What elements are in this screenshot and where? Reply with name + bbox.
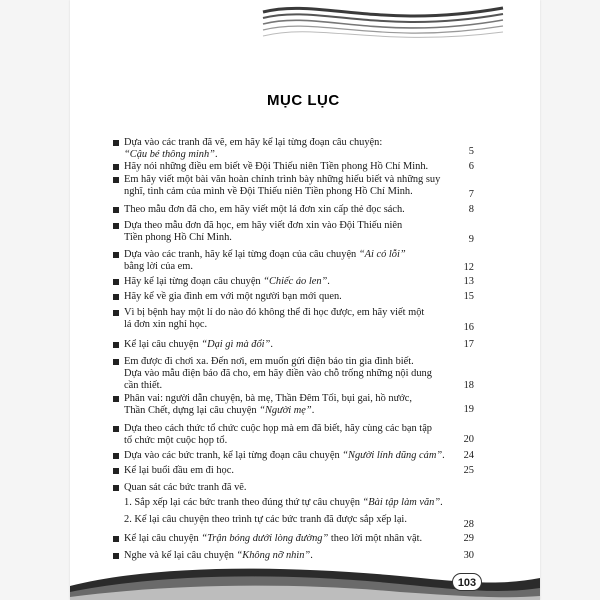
square-bullet-icon xyxy=(113,342,119,348)
toc-entry xyxy=(110,550,475,562)
toc-page-number: 18 xyxy=(463,380,474,391)
square-bullet-icon xyxy=(113,396,119,402)
toc-entry-line xyxy=(110,276,475,288)
toc-entry xyxy=(110,482,475,494)
toc-entry-text: Quan sát các bức tranh đã vẽ. xyxy=(124,482,247,493)
toc-entry-line xyxy=(110,405,475,417)
toc-entry-line xyxy=(110,482,475,494)
toc-entry-text: Kể lại buổi đầu em đi học. xyxy=(124,465,234,476)
toc-entry-text: Hãy kể về gia đình em với một người bạn mới quen. xyxy=(124,291,342,302)
toc-entry-line xyxy=(110,161,475,173)
toc-page-number: 20 xyxy=(463,434,474,445)
toc-entry-text: nghĩ, tình cảm của mình về Đội Thiếu niên Tiền phong Hồ Chí Minh. xyxy=(124,186,413,197)
toc-entry xyxy=(110,161,475,173)
toc-page-number: 30 xyxy=(463,550,474,561)
toc-page-number: 25 xyxy=(463,465,474,476)
toc-entry-text: tổ chức một cuộc họp tổ. xyxy=(124,435,228,446)
toc-entry xyxy=(110,465,475,477)
toc-entry-text: 1. Sắp xếp lại các bức tranh theo đúng thứ tự câu chuyện “Bài tập làm văn”. xyxy=(124,497,443,508)
toc-entry xyxy=(110,174,475,198)
toc-entry-line xyxy=(110,220,475,232)
square-bullet-icon xyxy=(113,164,119,170)
toc-entry-text: Dựa theo cách thức tổ chức cuộc họp mà em đã biết, hãy cùng các bạn tập xyxy=(124,423,432,434)
toc-entry-line xyxy=(110,380,475,392)
toc-page-number: 7 xyxy=(468,189,474,200)
toc-entry-text: Tiền phong Hồ Chí Minh. xyxy=(124,232,232,243)
page-title: MỤC LỤC xyxy=(267,92,340,109)
toc-page-number: 8 xyxy=(468,204,474,215)
toc-entry-text: Vì bị bệnh hay một lí do nào đó không thể đi học được, em hãy viết một xyxy=(124,307,425,318)
toc-entry xyxy=(110,276,475,288)
toc-entry-text: lá đơn xin nghỉ học. xyxy=(124,319,208,330)
toc-entry xyxy=(110,497,475,509)
toc-entry xyxy=(110,137,475,161)
toc-entry xyxy=(110,339,475,351)
toc-page-number: 24 xyxy=(463,450,474,461)
toc-entry xyxy=(110,514,475,526)
square-bullet-icon xyxy=(113,279,119,285)
square-bullet-icon xyxy=(113,177,119,183)
toc-page-number: 12 xyxy=(463,262,474,273)
square-bullet-icon xyxy=(113,252,119,258)
toc-entry-line xyxy=(110,423,475,435)
toc-page-number: 5 xyxy=(468,146,474,157)
toc-page-number: 17 xyxy=(463,339,474,350)
toc-entry-text: bằng lời của em. xyxy=(124,261,193,272)
toc-entry-line xyxy=(110,450,475,462)
toc-entry-text: 2. Kể lại câu chuyện theo trình tự các bức tranh đã được sắp xếp lại. xyxy=(124,514,407,525)
toc-entry-text: Kể lại câu chuyện “Dại gì mà đổi”. xyxy=(124,339,273,350)
toc-page-number: 15 xyxy=(463,291,474,302)
square-bullet-icon xyxy=(113,140,119,146)
toc-entry-text: Nghe và kể lại câu chuyện “Không nỡ nhìn”. xyxy=(124,550,313,561)
toc-entry-text: Theo mẫu đơn đã cho, em hãy viết một lá đơn xin cấp thẻ đọc sách. xyxy=(124,204,405,215)
toc-entry-line xyxy=(110,291,475,303)
toc-entry-line xyxy=(110,186,475,198)
toc-page-number: 13 xyxy=(463,276,474,287)
square-bullet-icon xyxy=(113,426,119,432)
toc-entry-line xyxy=(110,339,475,351)
toc-entry xyxy=(110,249,475,273)
toc-entry-line xyxy=(110,319,475,331)
square-bullet-icon xyxy=(113,359,119,365)
toc-page-number: 29 xyxy=(463,533,474,544)
toc-entry-text: Dựa vào mẫu điện báo đã cho, em hãy điền vào chỗ trống những nội dung xyxy=(124,368,432,379)
toc-page-number: 16 xyxy=(463,322,474,333)
square-bullet-icon xyxy=(113,310,119,316)
toc-entry-line xyxy=(110,514,475,526)
toc-entry xyxy=(110,393,475,417)
toc-entry-text: Em hãy viết một bài văn hoàn chỉnh trình bày những hiểu biết và những suy xyxy=(124,174,441,185)
toc-entry xyxy=(110,450,475,462)
toc-entry-line xyxy=(110,368,475,380)
square-bullet-icon xyxy=(113,294,119,300)
toc-entry-text: Thần Chết, dựng lại câu chuyện “Người mẹ”. xyxy=(124,405,315,416)
toc-entry xyxy=(110,356,475,392)
toc-entry-text: cần thiết. xyxy=(124,380,163,391)
toc-entry xyxy=(110,423,475,447)
toc-entry-text: Dựa vào các tranh đã vẽ, em hãy kể lại từng đoạn câu chuyện: xyxy=(124,137,383,148)
toc-entry-line xyxy=(110,393,475,405)
toc-entry-line xyxy=(110,149,475,161)
toc-entry-line xyxy=(110,550,475,562)
toc-page-number: 6 xyxy=(468,161,474,172)
toc-entry-text: Em được đi chơi xa. Đến nơi, em muốn gửi điện báo tin gia đình biết. xyxy=(124,356,414,367)
toc-entry-text: Kể lại câu chuyện “Trận bóng dưới lòng đường” theo lời một nhân vật. xyxy=(124,533,423,544)
toc-page-number: 19 xyxy=(463,404,474,415)
square-bullet-icon xyxy=(113,553,119,559)
toc-entry-line xyxy=(110,261,475,273)
toc-entry-line xyxy=(110,356,475,368)
toc-entry-text: Hãy kể lại từng đoạn câu chuyện “Chiếc áo len”. xyxy=(124,276,330,287)
toc-entry-line xyxy=(110,307,475,319)
toc-entry-line xyxy=(110,174,475,186)
toc-entry-text: Phân vai: người dẫn chuyện, bà mẹ, Thần Đêm Tối, bụi gai, hồ nước, xyxy=(124,393,412,404)
toc-entry xyxy=(110,533,475,545)
toc-entry-text: “Cậu bé thông minh”. xyxy=(124,149,218,160)
toc-entry-line xyxy=(110,497,475,509)
square-bullet-icon xyxy=(113,207,119,213)
toc-page-number: 28 xyxy=(463,519,474,530)
toc-entry-line xyxy=(110,435,475,447)
toc-entry xyxy=(110,204,475,216)
toc-entry xyxy=(110,291,475,303)
square-bullet-icon xyxy=(113,536,119,542)
toc-page-number: 9 xyxy=(468,234,474,245)
square-bullet-icon xyxy=(113,485,119,491)
toc-entry-text: Dựa vào các tranh, hãy kể lại từng đoạn của câu chuyện “Ai có lỗi” xyxy=(124,249,406,260)
toc-entry xyxy=(110,220,475,244)
toc-entry-line xyxy=(110,137,475,149)
toc-entry-line xyxy=(110,249,475,261)
toc-entry xyxy=(110,307,475,331)
toc-entry-text: Dựa theo mẫu đơn đã học, em hãy viết đơn xin vào Đội Thiếu niên xyxy=(124,220,403,231)
page-number: 103 xyxy=(452,573,482,591)
toc-entry-text: Dựa vào các bức tranh, kể lại từng đoạn câu chuyện “Người lính dũng cảm”. xyxy=(124,450,445,461)
toc-entry-line xyxy=(110,465,475,477)
toc-entry-text: Hãy nói những điều em biết về Đội Thiếu niên Tiền phong Hồ Chí Minh. xyxy=(124,161,429,172)
toc-entry-line xyxy=(110,204,475,216)
square-bullet-icon xyxy=(113,468,119,474)
square-bullet-icon xyxy=(113,223,119,229)
toc-entry-line xyxy=(110,232,475,244)
toc-entry-line xyxy=(110,533,475,545)
square-bullet-icon xyxy=(113,453,119,459)
